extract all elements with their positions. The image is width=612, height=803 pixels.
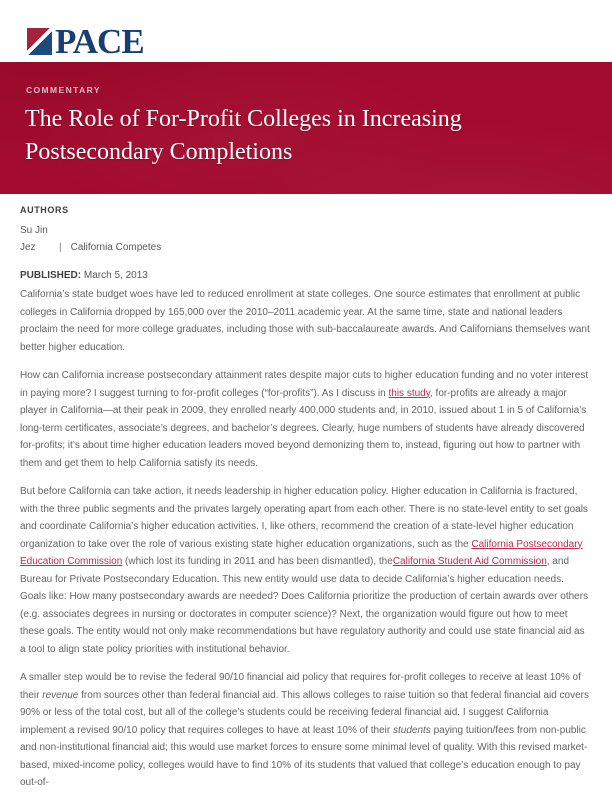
meta-block: [20, 205, 161, 281]
author-name-line2-row: [20, 240, 161, 257]
body-paragraph: [20, 286, 590, 356]
published-date: March 5, 2013: [83, 270, 148, 281]
text-run: , and Bureau for Private Postsecondary Education. This new entity would use data to decide California’s higher education needs. Goals like: How many postsecondary awards are needed? Does California prioritize the production of certain awards over others (e.g. associates degrees in nursing or doctorates in computer science)? Next, the organization would figure out how to meet these goals. The entity would not only make recommendations but have regulatory authority and could use state financial aid as a tool to align state policy priorities with institutional behavior.: [20, 556, 589, 655]
inline-link[interactable]: California Student Aid Commission: [392, 556, 547, 567]
text-run: from sources other than federal financial aid. This allows colleges to raise tuition so that federal financial aid covers 90% or less of the total cost, but all of the college’s students could be receiving federal financial aid. I suggest California implement a revised 90/10 policy that requires colleges to have at least 10% of their: [20, 689, 590, 736]
author-name-line1: Su Jin: [20, 225, 48, 236]
pace-logo-icon: [27, 28, 52, 55]
author-name-line2: Jez: [20, 241, 36, 253]
inline-link[interactable]: this study: [388, 387, 430, 399]
page-title: The Role of For-Profit Colleges in Increasing Postsecondary Completions: [25, 106, 462, 165]
italic-text: revenue: [42, 689, 79, 701]
text-run: paying tuition/fees from non-public and non-institutional financial aid; this would use market forces to ensure some minimal level of quality. With this revised market-based, mixed-income policy, colleges would have to find 10% of its students that valued that college’s education enough to pay out-of-: [20, 724, 588, 788]
text-run: California’s state budget woes have led to reduced enrollment at state colleges. One source estimates that enrollment at public colleges in California dropped by 165,000 over the 2010–2011 academic year. At the same time, state and national leaders proclaim the need for more college graduates, including those with sub-baccalaureate awards. And Californians themselves want better higher education.: [20, 289, 590, 353]
published-label: PUBLISHED:: [20, 270, 82, 281]
authors-label: AUTHORS: [20, 205, 69, 215]
inline-link[interactable]: California Postsecondary Education Commission: [20, 538, 583, 567]
author-divider: |: [59, 241, 62, 253]
text-run: But before California can take action, it needs leadership in higher education policy. Higher education in California is fractured, with the three public segments and the privates largely operating apart from each other. There is no state-level entity to set goals and coordinate California’s higher education activities. I, like others, recommend the creation of a state-level higher education organization to take over the role of various existing state higher education organizations, such as the: [20, 486, 588, 550]
pace-logo: [27, 24, 144, 59]
title-banner: [0, 62, 612, 194]
body-paragraph: [20, 367, 590, 472]
body-paragraph: [20, 669, 590, 792]
body-paragraph: [20, 483, 590, 658]
text-run: , for-profits are already a major player in California—at their peak in 2009, they enrolled nearly 400,000 students and, in 2010, issued about 1 in 5 of California’s long-term certificates, associate’s degrees, and bachelor’s degrees. Clearly, huge numbers of students have already discovered for-profits; it’s about time higher education leaders moved beyond demonizing them to, instead, figuring out how to partner with them and get them to help California satisfy its needs.: [20, 387, 587, 469]
text-run: A smaller step would be to revise the federal 90/10 financial aid policy that requires for-profit colleges to receive at least 10% of their: [20, 672, 581, 701]
commentary-kicker: COMMENTARY: [26, 85, 101, 95]
italic-text: students: [392, 724, 431, 736]
article-body: [20, 286, 590, 803]
text-run: (which lost its funding in 2011 and has been dismantled), the: [122, 556, 393, 567]
published-row: [20, 270, 161, 281]
text-run: How can California increase postsecondary attainment rates despite major cuts to higher education funding and no voter interest in paying more? I suggest turning to for-profit colleges (“for-profits”). As I discuss in: [20, 370, 589, 399]
pace-logo-text: PACE: [55, 22, 144, 61]
author-affiliation: California Competes: [70, 241, 162, 253]
